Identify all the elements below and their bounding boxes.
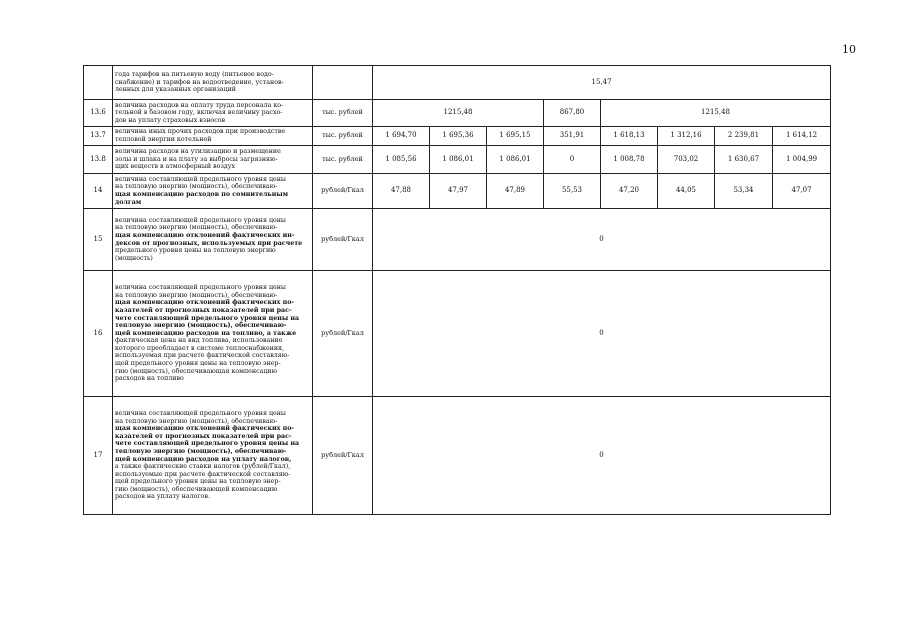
tariff-table xyxy=(83,65,831,515)
row-description xyxy=(113,209,313,271)
row-unit: тыс. рублей xyxy=(313,127,373,146)
row-number: 13.6 xyxy=(84,100,113,127)
value-cell: 53,34 xyxy=(715,174,773,209)
value-cell: 47,07 xyxy=(773,174,831,209)
row-description xyxy=(113,146,313,174)
value-cell: 351,91 xyxy=(544,127,601,146)
value-cell: 703,02 xyxy=(658,146,715,174)
description-line: на тепловую энергию (мощность), обеспечиваю- xyxy=(115,291,278,299)
description-line: величина составляющей предельного уровня цены xyxy=(115,409,286,417)
row-number: 13.8 xyxy=(84,146,113,174)
table-row xyxy=(84,100,831,127)
description-line: щая компенсацию отклонений фактических ин- xyxy=(115,231,295,239)
description-line: величина составляющей предельного уровня цены xyxy=(115,216,286,224)
description-line: предельного уровня цены на тепловую энергию xyxy=(115,247,276,255)
description-line: дексов от прогнозных, используемых при расчете xyxy=(115,239,303,247)
description-line: величина расходов на оплату труда персонала ко- xyxy=(115,101,284,109)
group-value-cell: 1215,48 xyxy=(601,100,831,127)
description-line: величина составляющей предельного уровня цены xyxy=(115,284,286,292)
table-row xyxy=(84,209,831,271)
row-number xyxy=(84,66,113,100)
description-line: щая компенсацию расходов по сомнительным xyxy=(115,191,289,198)
value-cell: 47,88 xyxy=(373,174,430,209)
table-row xyxy=(84,174,831,209)
value-cell: 1 614,12 xyxy=(773,127,831,146)
description-line: года тарифов на питьевую воду (питьевое водо- xyxy=(115,71,274,79)
value-cell: 44,05 xyxy=(658,174,715,209)
description-line: щей предельного уровня цены на тепловую энер- xyxy=(115,478,281,486)
row-number: 17 xyxy=(84,397,113,515)
description-line: на тепловую энергию (мощность), обеспечиваю- xyxy=(115,417,278,425)
value-cell: 47,20 xyxy=(601,174,658,209)
row-number: 16 xyxy=(84,271,113,397)
description-line: щей предельного уровня цены на тепловую энер- xyxy=(115,360,281,368)
value-cell: 1 694,70 xyxy=(373,127,430,146)
value-cell: 1 086,01 xyxy=(430,146,487,174)
description-line: казателей от прогнозных показателей при рас- xyxy=(115,306,292,314)
value-cell: 1 630,67 xyxy=(715,146,773,174)
description-line: долгам xyxy=(115,198,142,206)
row-unit: рублей/Гкал xyxy=(313,271,373,397)
row-unit: рублей/Гкал xyxy=(313,397,373,515)
description-line: гию (мощность), обеспечивающая компенсацию xyxy=(115,367,278,375)
description-line: щей компенсацию расходов на уплату налогов, xyxy=(115,455,292,463)
description-line: золы и шлака и на плату за выбросы загрязняю- xyxy=(115,155,278,163)
description-line: снабжение) и тарифов на водоотведение, установ- xyxy=(115,78,284,86)
description-line: используемые при расчете фактической составляю- xyxy=(115,470,291,478)
description-line: тепловую энергию (мощность), обеспечиваю- xyxy=(115,447,287,455)
row-description xyxy=(113,174,313,209)
table-row xyxy=(84,127,831,146)
page-number: 10 xyxy=(842,43,856,56)
description-line: казателей от прогнозных показателей при рас- xyxy=(115,432,292,440)
description-line: используемая при расчете фактической составляю- xyxy=(115,352,290,360)
value-cell: 1 008,78 xyxy=(601,146,658,174)
table-row xyxy=(84,271,831,397)
description-line: (мощность) xyxy=(115,254,153,262)
description-line: щей компенсацию расходов на топливо, а также xyxy=(115,329,297,337)
value-cell: 1 004,99 xyxy=(773,146,831,174)
row-description xyxy=(113,397,313,515)
value-cell: 47,97 xyxy=(430,174,487,209)
row-unit: тыс. рублей xyxy=(313,100,373,127)
row-number: 14 xyxy=(84,174,113,209)
description-line: величина составляющей предельного уровня цены xyxy=(115,175,286,183)
merged-value-cell: 0 xyxy=(373,209,831,271)
value-cell: 1 085,56 xyxy=(373,146,430,174)
value-cell: 1 695,36 xyxy=(430,127,487,146)
description-line: расходов на топливо xyxy=(115,375,184,383)
row-description xyxy=(113,66,313,100)
description-line: щая компенсацию отклонений фактических по- xyxy=(115,299,295,307)
description-line: чете составляющей предельного уровня цены на xyxy=(115,314,300,322)
value-cell: 1 695,15 xyxy=(487,127,544,146)
row-number: 13.7 xyxy=(84,127,113,146)
description-line: на тепловую энергию (мощность), обеспечиваю- xyxy=(115,183,278,191)
description-line: а также фактические ставки налогов (рублей/Гкал), xyxy=(115,463,291,471)
row-description xyxy=(113,271,313,397)
description-line: тепловой энергии котельной xyxy=(115,136,212,143)
merged-value-cell: 0 xyxy=(373,271,831,397)
description-line: ленных для указанных организаций xyxy=(115,86,236,94)
value-cell: 1 086,01 xyxy=(487,146,544,174)
row-unit xyxy=(313,66,373,100)
table-row xyxy=(84,66,831,100)
description-line: которого преобладает в системе теплоснабжения, xyxy=(115,344,285,352)
description-line: щих веществ в атмосферный воздух xyxy=(115,163,236,171)
group-value-cell: 867,80 xyxy=(544,100,601,127)
value-cell: 1 312,16 xyxy=(658,127,715,146)
description-line: величина иных прочих расходов при производстве xyxy=(115,128,286,136)
description-line: на тепловую энергию (мощность), обеспечиваю- xyxy=(115,224,278,232)
value-cell: 1 618,13 xyxy=(601,127,658,146)
description-line: фактическая цена на вид топлива, использование xyxy=(115,337,283,345)
row-unit: тыс. рублей xyxy=(313,146,373,174)
value-cell: 0 xyxy=(544,146,601,174)
description-line: расходов на уплату налогов. xyxy=(115,493,211,501)
row-description xyxy=(113,127,313,146)
description-line: щая компенсацию отклонений фактических по- xyxy=(115,425,295,433)
value-cell: 2 239,81 xyxy=(715,127,773,146)
row-number: 15 xyxy=(84,209,113,271)
value-cell: 47,89 xyxy=(487,174,544,209)
table-row xyxy=(84,397,831,515)
row-description xyxy=(113,100,313,127)
table-row xyxy=(84,146,831,174)
row-unit: рублей/Гкал xyxy=(313,174,373,209)
merged-value-cell: 15,47 xyxy=(373,66,831,100)
description-line: тепловую энергию (мощность), обеспечиваю- xyxy=(115,322,287,330)
merged-value-cell: 0 xyxy=(373,397,831,515)
description-line: тельной в базовом году, включая величину расхо- xyxy=(115,109,283,117)
group-value-cell: 1215,48 xyxy=(373,100,544,127)
description-line: гию (мощность), обеспечивающей компенсацию xyxy=(115,485,278,493)
description-line: чете составляющей предельного уровня цены на xyxy=(115,440,300,448)
description-line: величина расходов на утилизацию и размещение xyxy=(115,148,281,156)
value-cell: 55,53 xyxy=(544,174,601,209)
row-unit: рублей/Гкал xyxy=(313,209,373,271)
description-line: дов на уплату страховых взносов xyxy=(115,116,226,124)
